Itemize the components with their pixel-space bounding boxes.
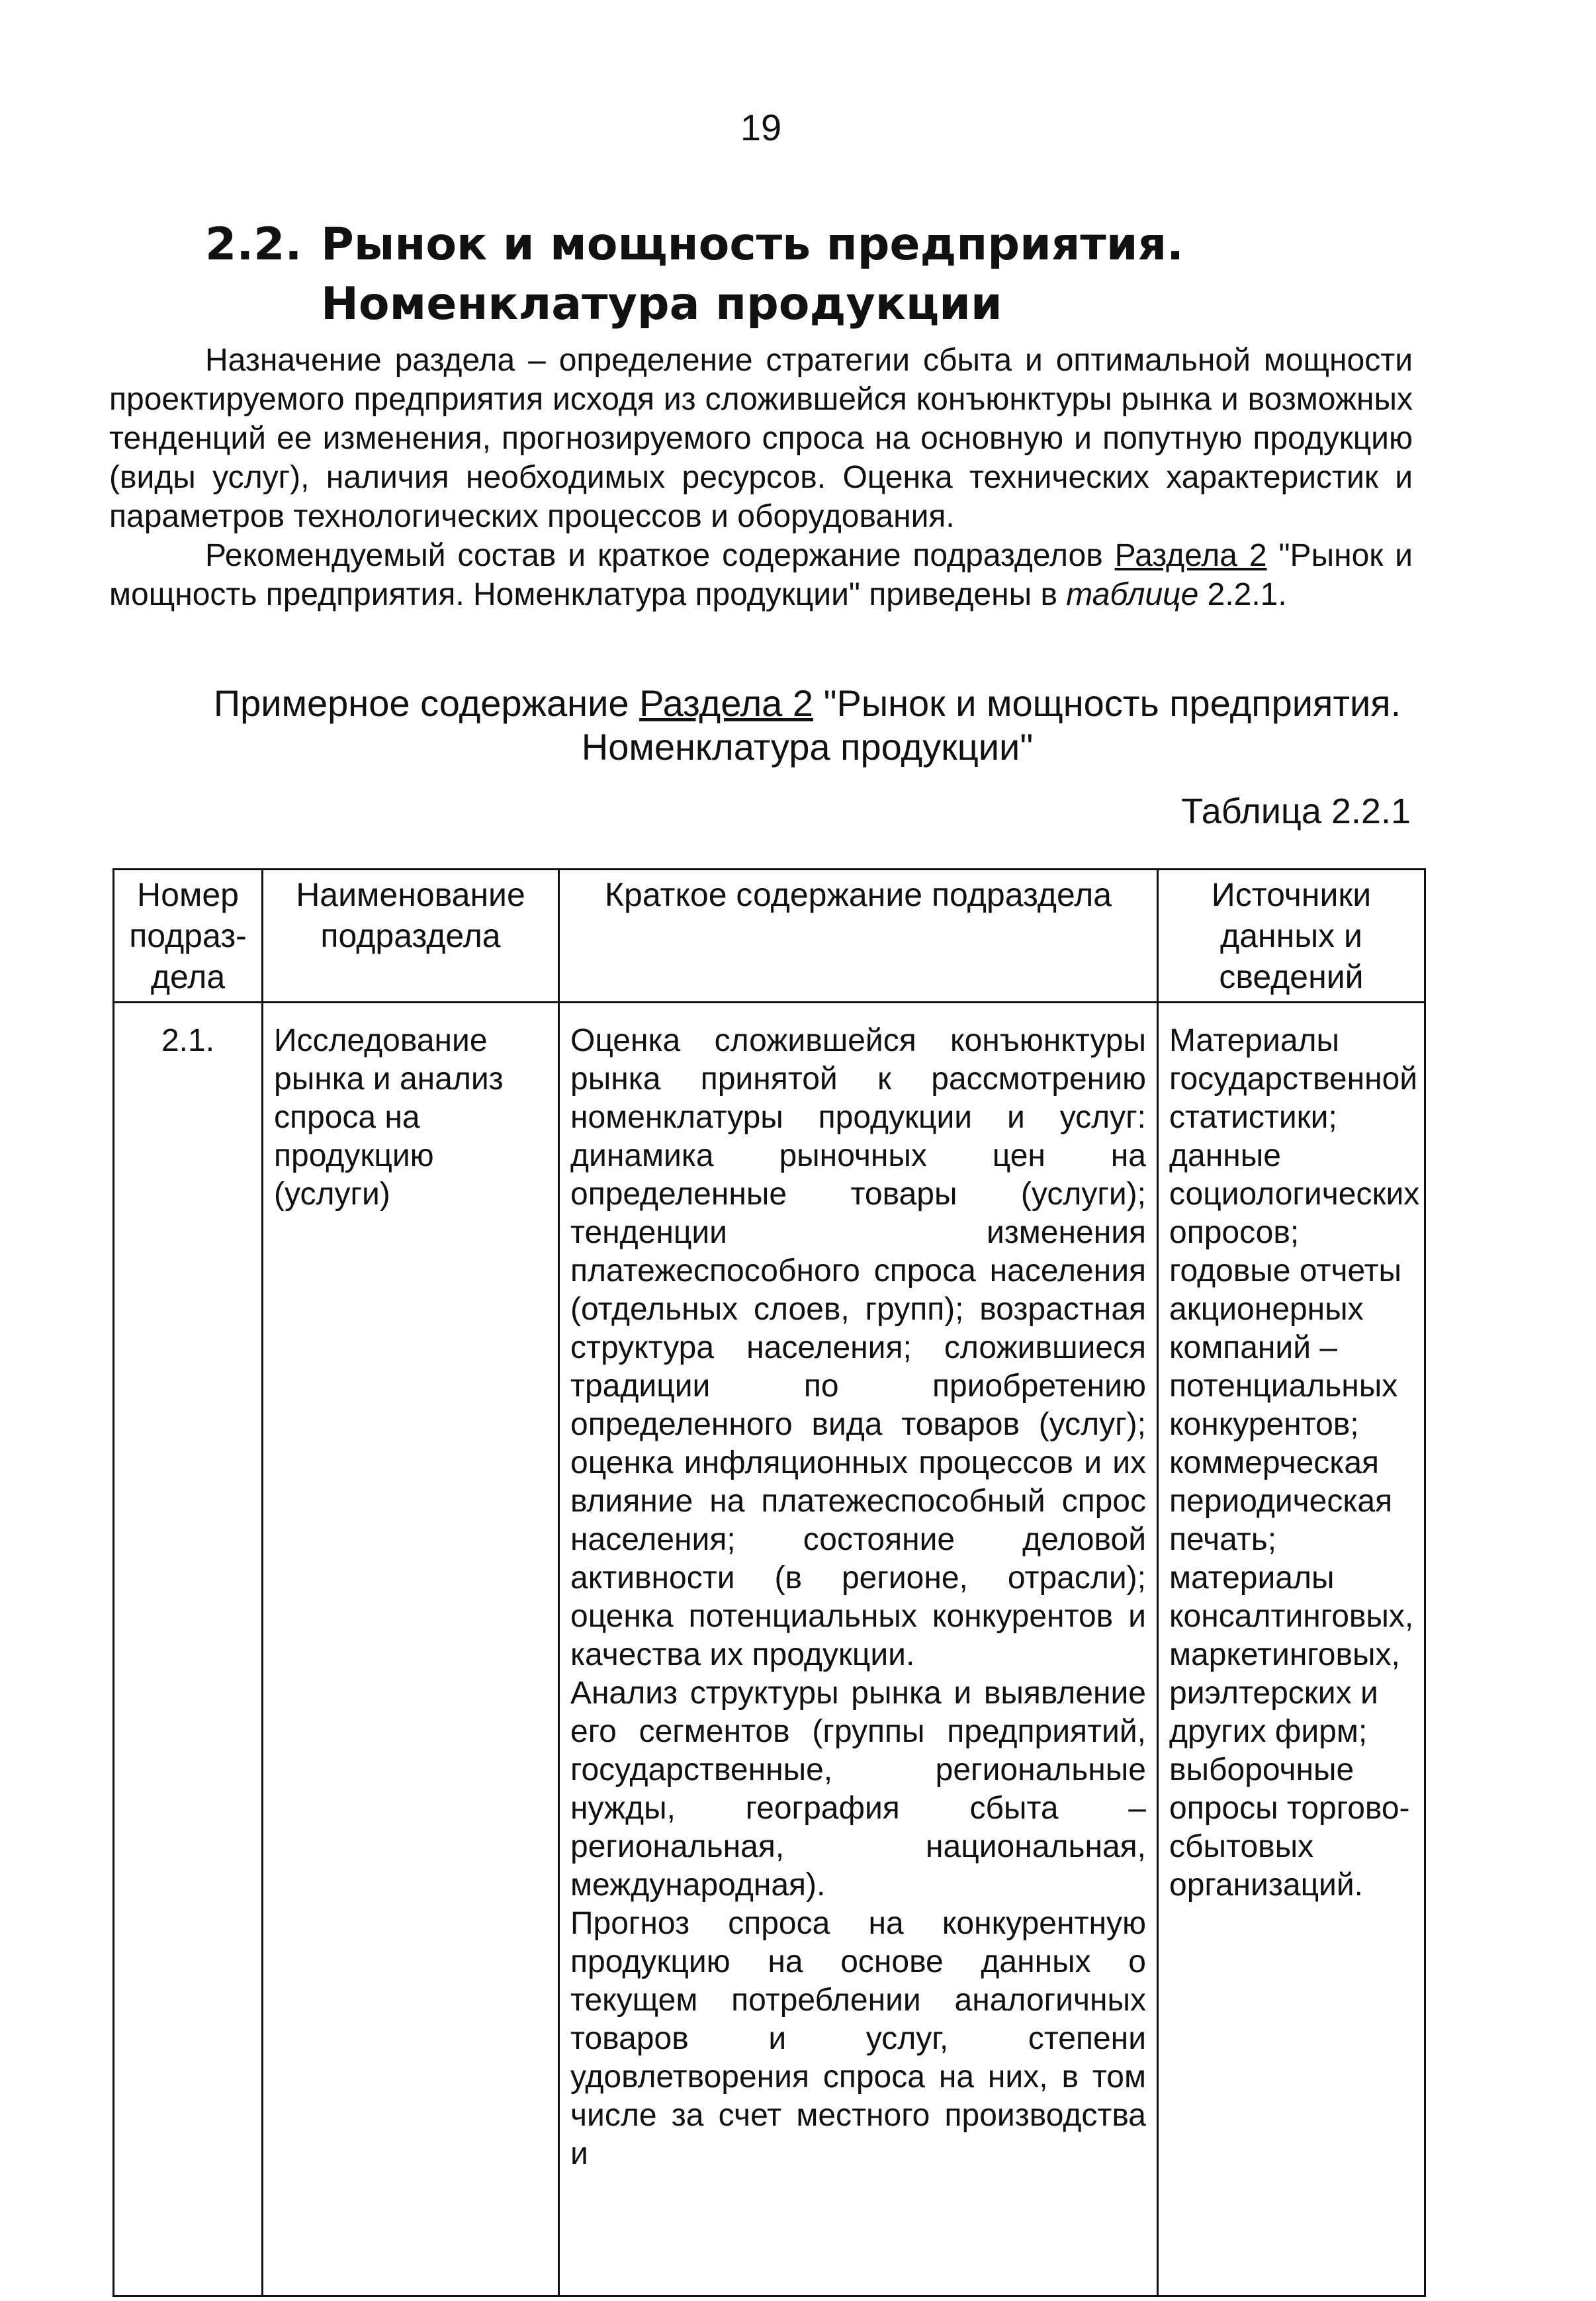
source-item: выборочные опросы торгово-сбытовых организаций. bbox=[1169, 1752, 1410, 1903]
header-sources: Источники данных и сведений bbox=[1158, 870, 1425, 1003]
content-paragraph-1: Оценка сложившейся конъюнктуры рынка принятой к рассмотрению номенклатуры продукции и услуг: динамика рыночных цен на определенные товары (услуги); тенденции изменения платежеспособного спроса населения (отдельных слоев, групп); возрастная структура населения; сложившиеся традиции по приобретению определенного вида товаров (услуг); оценка инфляционных процессов и их влияние на платежеспособный спрос населения; состояние деловой активности (в регионе, отрасли); оценка потенциальных конкурентов и качества их продукции. bbox=[570, 1023, 1146, 1672]
subsections-table bbox=[112, 868, 1426, 2297]
section-heading bbox=[205, 215, 1184, 334]
intro-paragraph-2 bbox=[109, 536, 1413, 614]
intro-p2-text-a: Рекомендуемый состав и краткое содержание подразделов bbox=[205, 538, 1115, 573]
table-title bbox=[199, 682, 1416, 769]
intro-p2-text-c: 2.2.1. bbox=[1198, 577, 1287, 612]
table-row bbox=[114, 1003, 1425, 2296]
content-paragraph-2: Анализ структуры рынка и выявление его сегментов (группы предприятий, государственные, региональные нужды, география сбыта – региональная, национальная, международная). bbox=[570, 1676, 1146, 1903]
header-content: Краткое содержание подраздела bbox=[559, 870, 1158, 1003]
source-item: материалы консалтинговых, маркетинговых, риэлтерских и других фирм; bbox=[1169, 1560, 1414, 1749]
heading-line-1 bbox=[205, 215, 1184, 275]
heading-title-line-2: Номенклатура продукции bbox=[321, 278, 1002, 330]
page-number: 19 bbox=[740, 107, 782, 148]
cell-sources bbox=[1158, 1003, 1425, 2296]
source-item: коммерческая периодическая печать; bbox=[1169, 1445, 1393, 1557]
source-item: данные социологических опросов; bbox=[1169, 1138, 1420, 1250]
header-number: Номер подраз-дела bbox=[114, 870, 263, 1003]
intro-p2-text-b: "Рынок и мощность предприятия. Номенклатура продукции" приведены в bbox=[109, 538, 1413, 612]
intro-table-ref: таблице bbox=[1066, 577, 1199, 612]
heading-title-line-1: Рынок и мощность предприятия. bbox=[321, 218, 1184, 271]
cell-name-text: Исследование рынка и анализ спроса на продукцию (услуги) bbox=[274, 1023, 504, 1212]
content-paragraph-3: Прогноз спроса на конкурентную продукцию на основе данных о текущем потреблении аналогичных товаров и услуг, степени удовлетворения спроса на них, в том числе за счет местного производства и bbox=[570, 1906, 1146, 2171]
source-item: Материалы государственной статистики; bbox=[1169, 1023, 1418, 1135]
cell-content bbox=[559, 1003, 1158, 2296]
table-number: Таблица 2.2.1 bbox=[1181, 791, 1411, 831]
cell-name bbox=[263, 1003, 559, 2296]
heading-number: 2.2. bbox=[205, 218, 302, 271]
table-title-text-b: "Рынок и мощность предприятия. Номенклатура продукции" bbox=[581, 682, 1401, 768]
intro-paragraph-1: Назначение раздела – определение стратегии сбыта и оптимальной мощности проектируемого предприятия исходя из сложившейся конъюнктуры рынка и возможных тенденций ее изменения, прогнозируемого спроса на основную и попутную продукцию (виды услуг), наличия необходимых ресурсов. Оценка технических характеристик и параметров технологических процессов и оборудования. bbox=[109, 343, 1413, 534]
table-title-section-link: Раздела 2 bbox=[639, 682, 814, 724]
header-name: Наименование подраздела bbox=[263, 870, 559, 1003]
cell-number: 2.1. bbox=[114, 1003, 263, 2296]
intro-section-link: Раздела 2 bbox=[1114, 538, 1267, 573]
table-header-row bbox=[114, 870, 1425, 1003]
table-title-text-a: Примерное содержание bbox=[213, 682, 640, 724]
source-item: годовые отчеты акционерных компаний – потенциальных конкурентов; bbox=[1169, 1253, 1402, 1442]
intro-text bbox=[109, 341, 1413, 614]
